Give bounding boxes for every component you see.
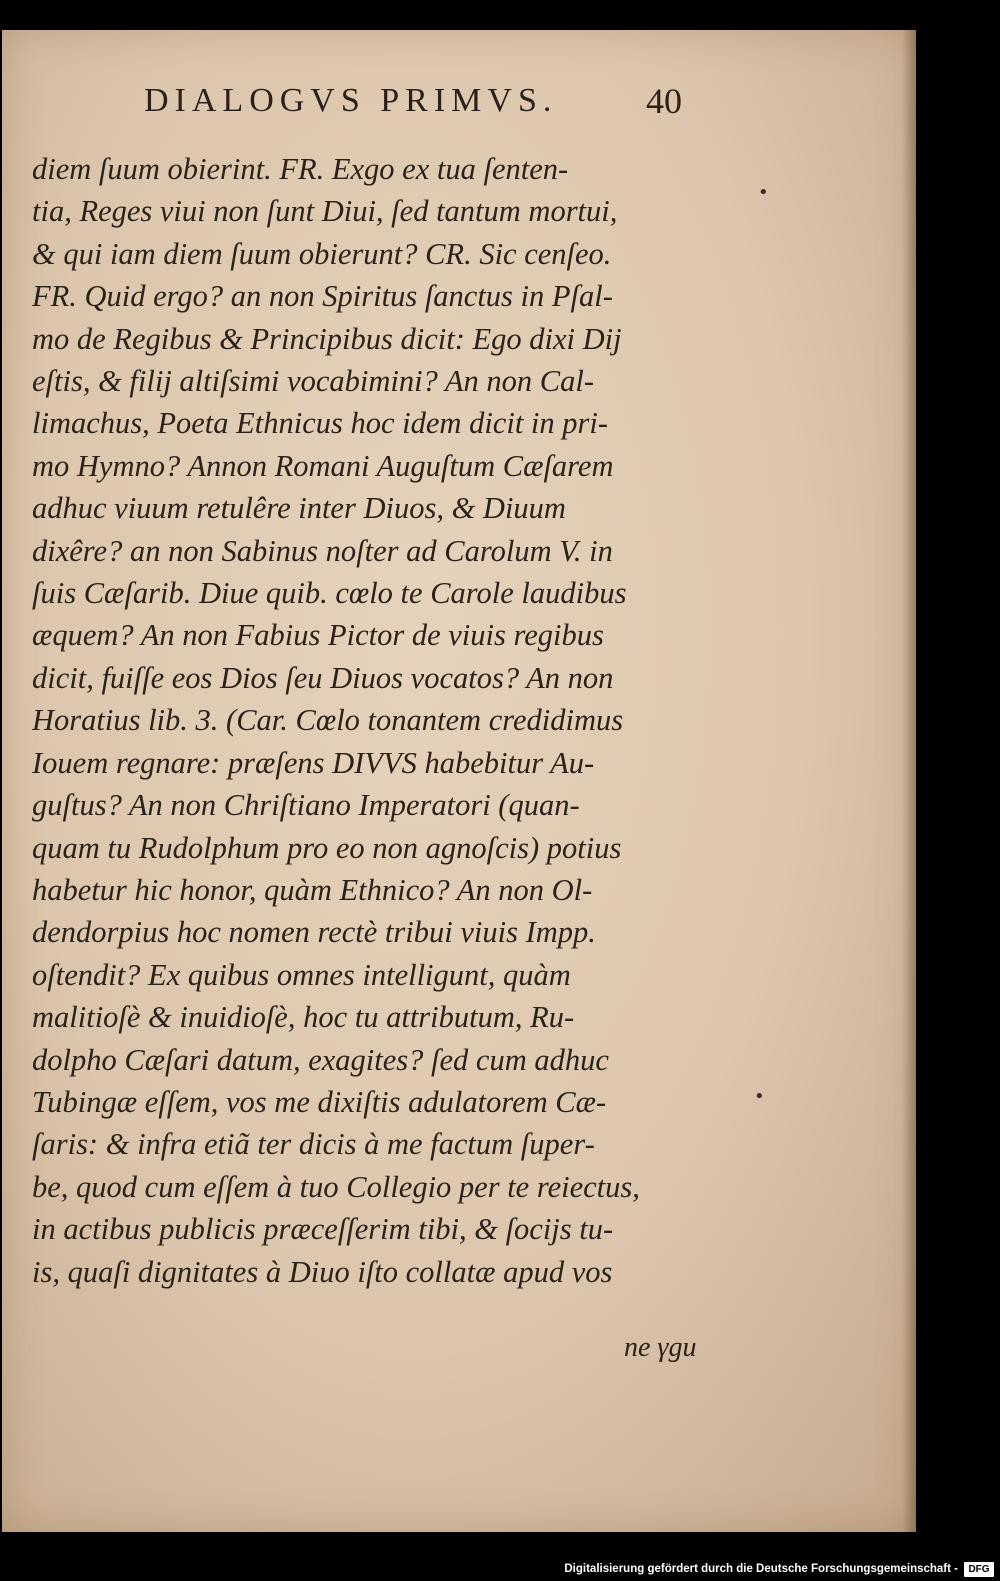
text-line: ſaris: & infra etiã ter dicis à me factum ſuper- bbox=[32, 1127, 595, 1162]
text-line: æquem? An non Fabius Pictor de viuis regibus bbox=[32, 618, 604, 653]
text-line: diem ſuum obierint. FR. Exgo ex tua ſenten- bbox=[32, 152, 569, 186]
dfg-logo: DFG bbox=[964, 1562, 994, 1577]
book-page bbox=[2, 30, 916, 1532]
text-line: dendorpius hoc nomen rectè tribui viuis Impp. bbox=[32, 915, 596, 950]
text-line: dolpho Cæſari datum, exagites? ſed cum adhuc bbox=[32, 1042, 609, 1077]
text-line: eſtis, & filij altiſsimi vocabimini? An non Cal- bbox=[32, 364, 594, 399]
text-line: malitioſè & inuidioſè, hoc tu attributum, Ru- bbox=[32, 1000, 575, 1035]
text-line: ſuis Cæſarib. Diue quib. cœlo te Carole laudibus bbox=[32, 576, 627, 611]
body-text bbox=[32, 148, 712, 1293]
margin-speck: • bbox=[754, 1086, 765, 1107]
text-line: FR. Quid ergo? an non Spiritus ſanctus in Pſal- bbox=[32, 279, 613, 314]
text-line: oſtendit? Ex quibus omnes intelligunt, quàm bbox=[32, 957, 571, 992]
margin-speck: • bbox=[758, 182, 769, 203]
text-line: dicit, fuiſſe eos Dios ſeu Diuos vocatos? An non bbox=[32, 660, 614, 695]
text-line: mo Hymno? Annon Romani Auguſtum Cæſarem bbox=[32, 448, 614, 483]
digitization-credit: Digitalisierung gefördert durch die Deutsche Forschungsgemeinschaft - bbox=[564, 1563, 958, 1575]
text-line: Iouem regnare: præſens DIVVS habebitur Au- bbox=[32, 745, 595, 780]
text-line: Tubingæ eſſem, vos me dixiſtis adulatorem Cæ- bbox=[32, 1084, 607, 1119]
running-title: DIALOGVS PRIMVS. bbox=[144, 82, 558, 119]
catchword: ne γgu bbox=[624, 1332, 697, 1363]
text-line: Horatius lib. 3. (Car. Cœlo tonantem credidimus bbox=[32, 703, 624, 738]
text-line: quam tu Rudolphum pro eo non agnoſcis) potius bbox=[32, 830, 622, 865]
text-line: in actibus publicis præceſſerim tibi, & ſocijs tu- bbox=[32, 1212, 614, 1247]
text-line: is, quaſi dignitates à Diuo iſto collatæ apud vos bbox=[32, 1254, 613, 1289]
text-line: & qui iam diem ſuum obierunt? CR. Sic cenſeo. bbox=[32, 236, 612, 271]
text-line: limachus, Poeta Ethnicus hoc idem dicit in pri- bbox=[32, 406, 609, 441]
text-line: guſtus? An non Chriſtiano Imperatori (quan- bbox=[32, 788, 580, 823]
text-line: tia, Reges viui non ſunt Diui, ſed tantum mortui, bbox=[32, 194, 618, 229]
text-line: mo de Regibus & Principibus dicit: Ego dixi Dij bbox=[32, 321, 622, 356]
text-line: dixêre? an non Sabinus noſter ad Carolum V. in bbox=[32, 533, 613, 568]
text-line: habetur hic honor, quàm Ethnico? An non Ol- bbox=[32, 872, 593, 907]
page-number: 40 bbox=[646, 81, 682, 121]
text-line: be, quod cum eſſem à tuo Collegio per te reiectus, bbox=[32, 1169, 640, 1204]
text-line: adhuc viuum retulêre inter Diuos, & Diuum bbox=[32, 491, 566, 526]
